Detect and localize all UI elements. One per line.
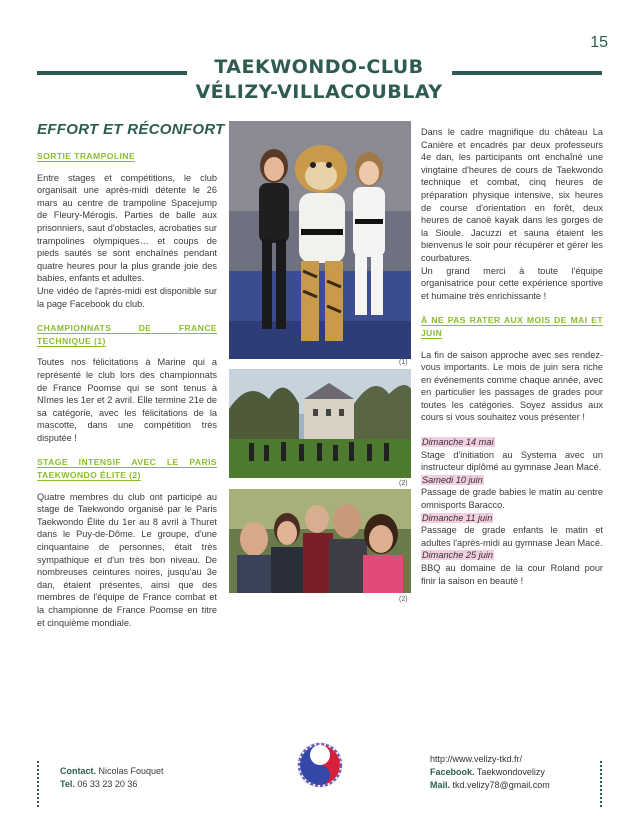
subhead-stage: STAGE INTENSIF AVEC LE PARIS TAEKWONDO ÉLITE (2) (37, 457, 217, 481)
event-item (421, 512, 603, 550)
paragraph-championnats: Toutes nos félicitations à Marine qui a représenté le club lors des championnats de France Poomse qui se sont tenus à Nîmes les 1er et 2 avril. Elle termine 21e de sa catégorie, avec les félicitations de la mascotte, dans une compétition très disputée ! (37, 357, 217, 443)
footer-links (430, 753, 550, 792)
event-list (421, 436, 603, 587)
event-item (421, 549, 603, 587)
event-item (421, 474, 603, 512)
event-text: Passage de grade babies le matin au centre omnisports Baracco. (421, 487, 603, 511)
contact-label: Contact. (60, 766, 96, 776)
paragraph-fin-saison: La fin de saison approche avec ses rendez-vous importants. Le mois de juin sera riche en événements comme chaque année, avec en particulier les passages de grades pour toutes les catégories. Soyez assidus aux cours si vous souhaitez vous présenter ! (421, 349, 603, 423)
footer-contact (60, 765, 164, 791)
caption-photo3: (2) (399, 596, 408, 603)
mail-address[interactable]: tkd.velizy78@gmail.com (452, 780, 550, 790)
event-date: Samedi 10 juin (422, 474, 483, 485)
facebook-handle[interactable]: Taekwondovelizy (476, 767, 545, 777)
event-date: Dimanche 14 mai (422, 437, 494, 448)
event-date: Dimanche 11 juin (422, 512, 493, 523)
contact-name: Nicolas Fouquet (98, 766, 164, 776)
event-text: Stage d'initiation au Systema avec un instructeur diplômé au gymnase Jean Macé. (421, 449, 603, 473)
mail-label: Mail. (430, 780, 451, 790)
page-title-line2: VÉLIZY-VILLACOUBLAY (195, 81, 443, 103)
subhead-mai-juin: À NE PAS RATER AUX MOIS DE MAI ET JUIN (421, 315, 603, 338)
paragraph-video: Une vidéo de l'après-midi est disponible sur la page Facebook du club. (37, 285, 217, 309)
paragraph-stage: Quatre membres du club ont participé au stage de Taekwondo organisé par le Paris Taekwondo Élite du 1er au 8 avril à Thuret dans le Puy-de-Dôme. Le groupe, d'une cinquantaine de personnes, était très sympathique et d'un très bon niveau. De nombreuses ceintures noires, jusqu'au 3e dan, étaient présentes, ainsi que des membres de l'équipe de France combat et la championne de France Poomse en titre et cinquième mondiale. (37, 491, 217, 628)
event-text: BBQ au domaine de la cour Roland pour finir la saison en beauté ! (421, 563, 603, 586)
website-link[interactable]: http://www.velizy-tkd.fr/ (430, 754, 523, 764)
subhead-trampoline: SORTIE TRAMPOLINE (37, 151, 135, 161)
page-title-line1: TAEKWONDO-CLUB (214, 56, 424, 78)
caption-photo2: (2) (399, 480, 408, 487)
facebook-label: Facebook. (430, 767, 475, 777)
paragraph-trampoline: Entre stages et compétitions, le club organisait une après-midi détente le 26 mars au centre de trampoline Spacejump de Fleury-Mérogis. Parties de balle aux prisonniers, saut d'obstacles, acrobaties sur trampolines olympiques… et coups de pieds sautés se sont enchaînés pendant quatre heures pour la plus grande joie des babies, enfants et adultes. (37, 172, 217, 284)
paragraph-chateau: Dans le cadre magnifique du château La Canière et encadrés par deux professeurs 4e dan, les participants ont enchaîné une vingtaine d'heures de cours de Taekwondo technique et combat, cinq heures de préparation physique intensive, six heures de course d'orientation en forêt, deux heures de canoë kayak dans les gorges de la Sioule. Jacuzzi et sauna étaient les bienvenus le soir pour récupérer et gérer les courbatures. (421, 127, 603, 263)
photo-chateau-group (229, 369, 411, 478)
event-text: Passage de grade enfants le matin et adultes l'après-midi au gymnase Jean Macé. (421, 525, 603, 548)
footer-dots-right (600, 761, 602, 807)
tel-number: 06 33 23 20 36 (77, 779, 138, 789)
subhead-championnats: CHAMPIONNATS DE FRANCE TECHNIQUE (1) (37, 323, 217, 346)
club-logo (296, 741, 344, 789)
event-item (421, 436, 603, 474)
caption-photo1: (1) (399, 359, 408, 366)
page-number: 15 (590, 34, 608, 51)
section-title: EFFORT ET RÉCONFORT (37, 121, 225, 138)
photo-group-selfie (229, 489, 411, 593)
tel-label: Tel. (60, 779, 75, 789)
footer-dots-left (37, 761, 39, 807)
event-date: Dimanche 25 juin (422, 550, 493, 561)
right-column (421, 126, 603, 587)
paragraph-thanks: Un grand merci à toute l'équipe organisatrice pour cette expérience sportive et humaine très enrichissante ! (421, 265, 603, 301)
photo-mascot-podium (229, 121, 411, 359)
left-column (37, 150, 217, 629)
